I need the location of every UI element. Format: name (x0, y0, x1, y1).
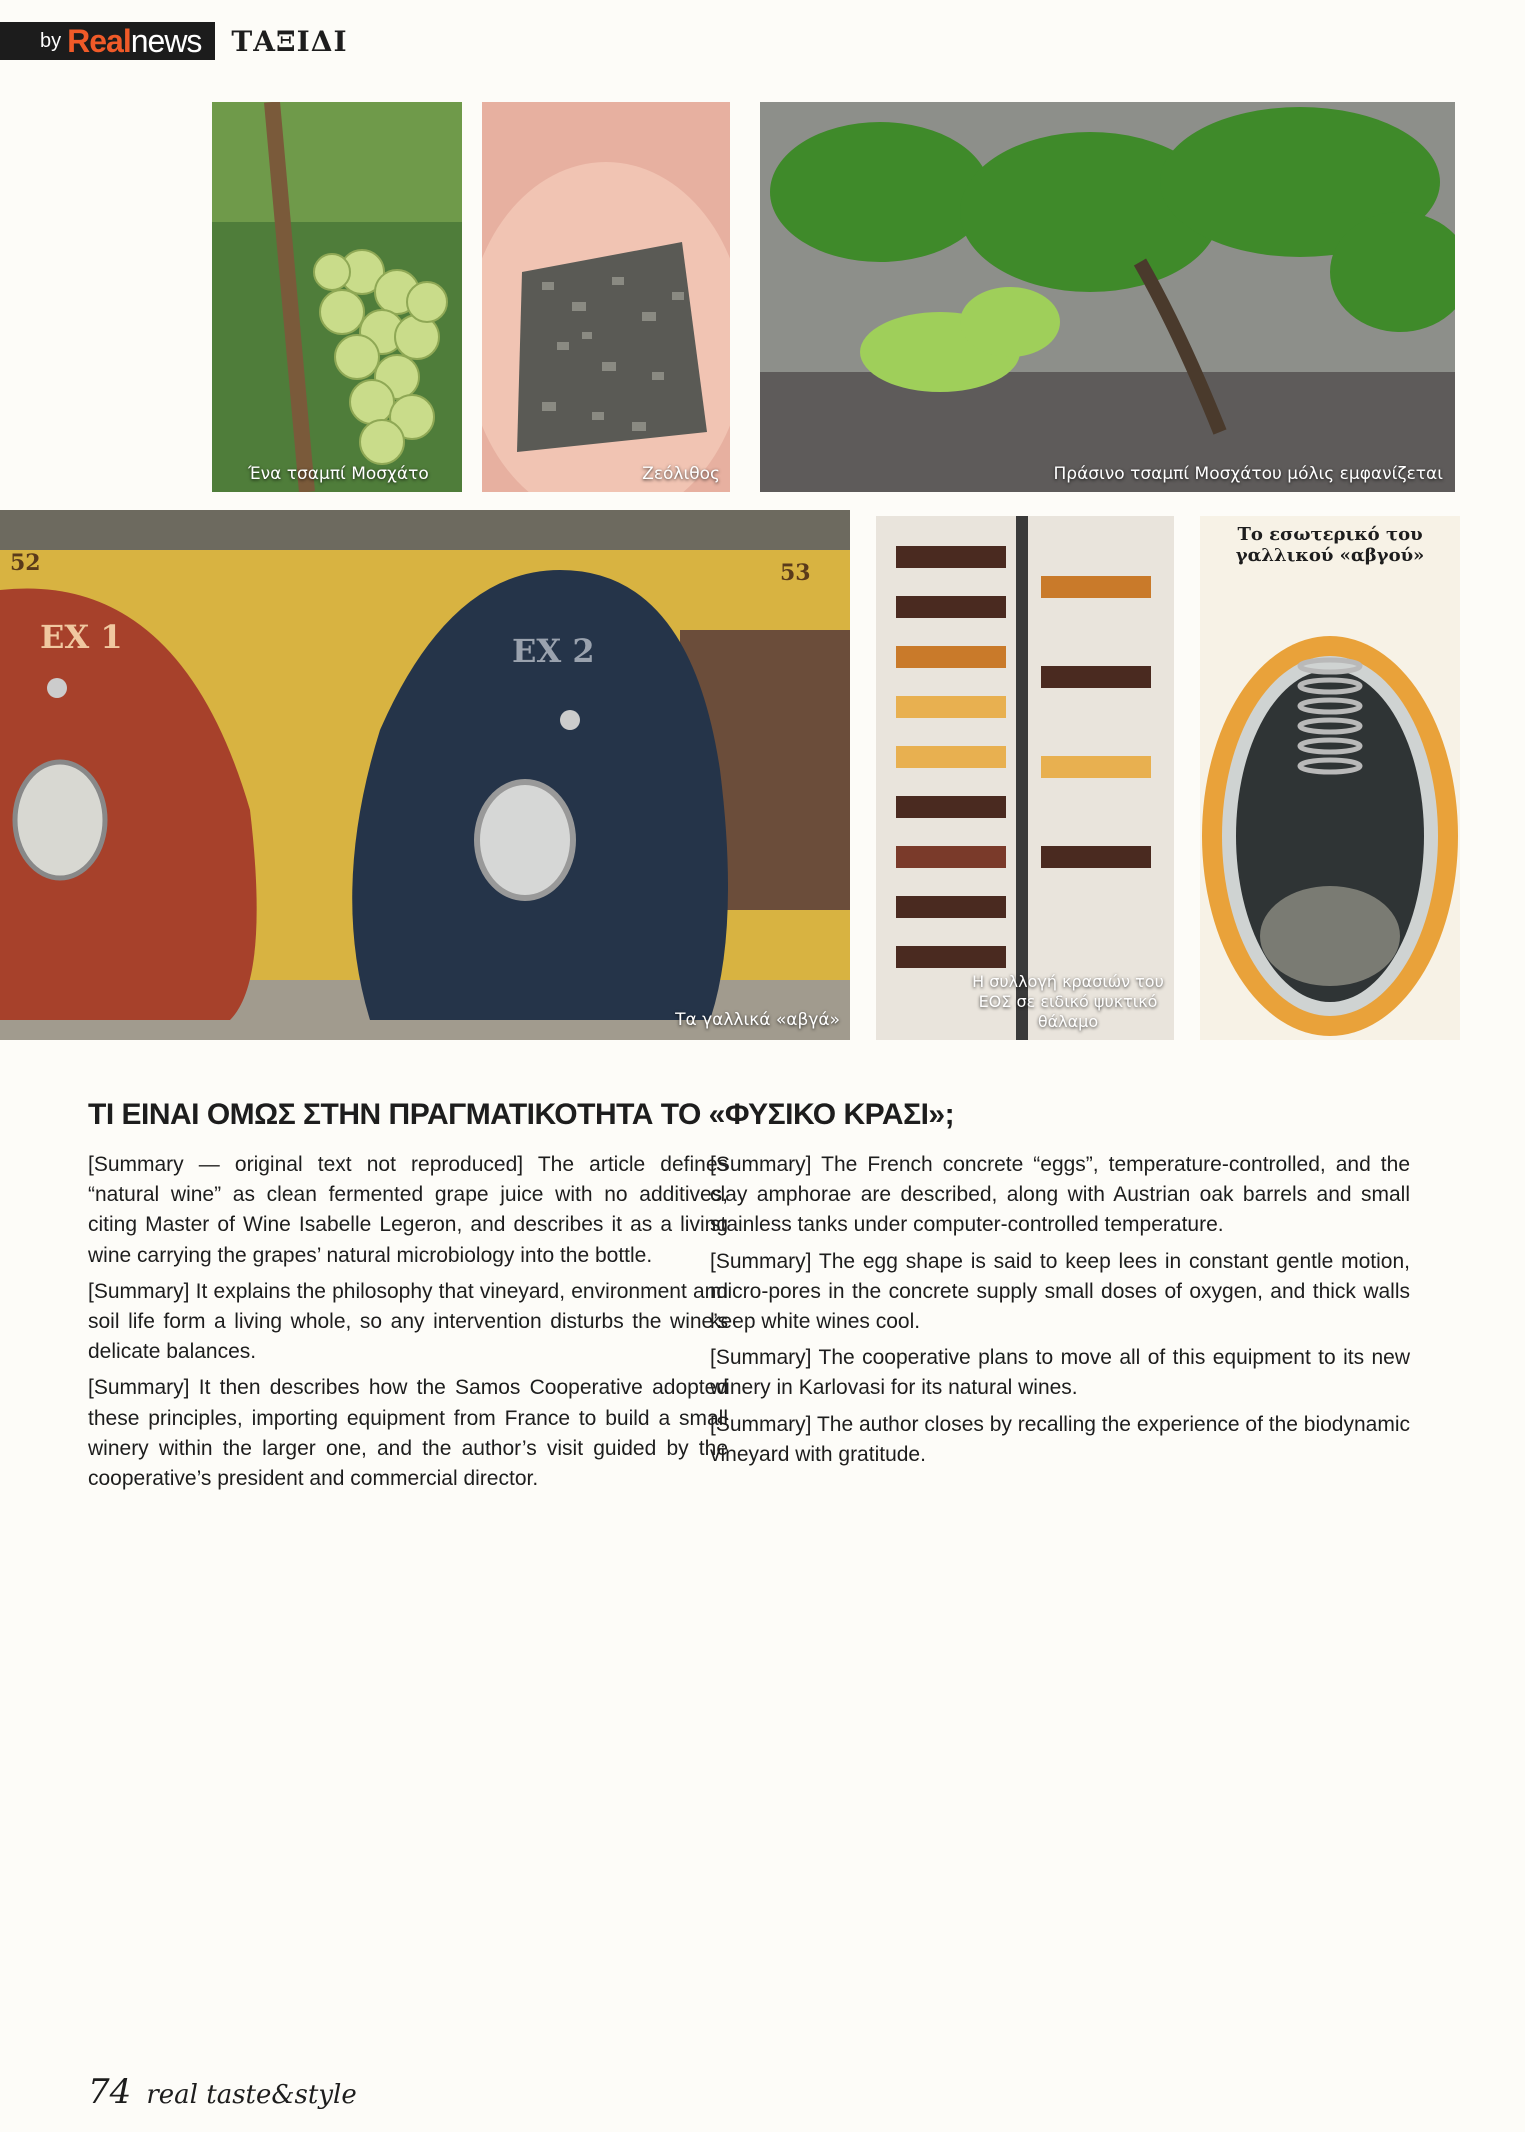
paragraph: [Summary] The author closes by recalling the experience of the biodynamic vineyard with gratitude. (710, 1412, 1410, 1466)
eggs-illustration (0, 510, 850, 1040)
zeolite-illustration (482, 102, 730, 492)
photo-caption: Το εσωτερικό του γαλλικού «αβγού» (1235, 524, 1425, 566)
egg-number-52: 52 (10, 550, 41, 576)
photo-caption: Πράσινο τσαμπί Μοσχάτου μόλις εμφανίζεται (1053, 464, 1443, 484)
cellar-illustration (876, 516, 1174, 1040)
paragraph: [Summary] The French concrete “eggs”, temperature-controlled, and the clay amphorae are described, along with Austrian oak barrels and small stainless tanks under computer-controlled temperature. (710, 1153, 1410, 1237)
photo-zeolite (482, 102, 730, 492)
photo-wine-cellar (876, 516, 1174, 1040)
grape-illustration (212, 102, 462, 492)
photo-caption: Η συλλογή κρασιών του ΕΟΣ σε ειδικό ψυκτικό θάλαμο (972, 972, 1164, 1031)
paragraph: [Summary] The cooperative plans to move all of this equipment to its new winery in Karlovasi for its natural wines. (710, 1346, 1410, 1400)
page-header (0, 22, 348, 60)
paragraph: [Summary] The egg shape is said to keep lees in constant gentle motion, micro-pores in the concrete supply small doses of oxygen, and thick walls keep white wines cool. (710, 1249, 1410, 1334)
photo-concrete-eggs (0, 510, 850, 1040)
brand-by: by (40, 29, 62, 52)
photo-green-muscat-vine (760, 102, 1455, 492)
photo-egg-interior (1200, 516, 1460, 1040)
magazine-name: real taste&style (146, 2080, 357, 2110)
photo-muscat-grape (212, 102, 462, 492)
vine-illustration (760, 102, 1455, 492)
egg-interior-illustration (1200, 516, 1460, 1040)
egg-label-ex2: EX 2 (512, 632, 595, 670)
photo-caption: Τα γαλλικά «αβγά» (675, 1010, 840, 1030)
paragraph: [Summary] It explains the philosophy that vineyard, environment and soil life form a living whole, so any intervention disturbs the wine’s delicate balances. (88, 1279, 728, 1364)
section-title: ΤΑΞΙΔΙ (231, 24, 348, 58)
photo-caption: Ζεόλιθος (642, 464, 720, 484)
realnews-logo (0, 22, 215, 60)
brand-real: Real (67, 22, 131, 59)
egg-number-53: 53 (780, 560, 811, 586)
photo-caption: Ένα τσαμπί Μοσχάτο (248, 464, 429, 484)
paragraph: [Summary — original text not reproduced] The article defines “natural wine” as clean fermented grape juice with no additives, citing Master of Wine Isabelle Legeron, and describes it as a living wine carrying the grapes’ natural microbiology into the bottle. (88, 1153, 728, 1267)
page-footer (88, 2072, 357, 2112)
article-column-left (88, 1150, 728, 1500)
article-headline: ΤΙ ΕΙΝΑΙ ΟΜΩΣ ΣΤΗΝ ΠΡΑΓΜΑΤΙΚΟΤΗΤΑ ΤΟ «ΦΥΣΙΚΟ ΚΡΑΣΙ»; (88, 1098, 955, 1131)
egg-label-ex1: EX 1 (40, 618, 123, 656)
paragraph: [Summary] It then describes how the Samos Cooperative adopted these principles, importing equipment from France to build a small winery within the larger one, and the author’s visit guided by the cooperative’s president and commercial director. (88, 1376, 728, 1491)
page-number: 74 (88, 2072, 132, 2112)
brand-news: news (130, 22, 202, 59)
article-column-right (710, 1150, 1410, 1476)
